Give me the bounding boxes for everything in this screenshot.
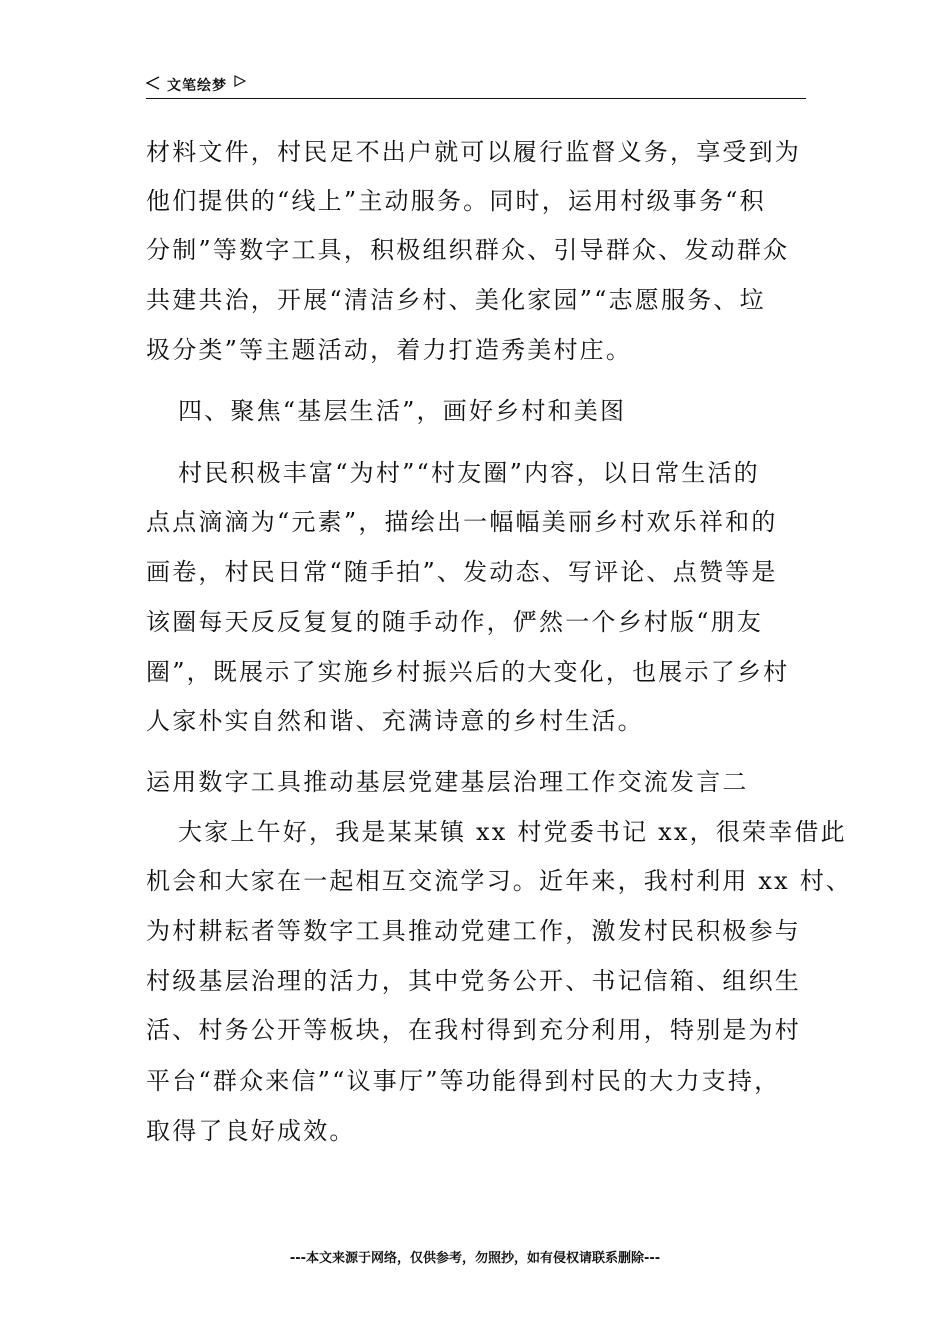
paragraph-line: 为村耕耘者等数字工具推动党建工作，激发村民积极参与 [146, 917, 801, 945]
paragraph-line: 机会和大家在一起相互交流学习。近年来，我村利用 xx 村、 [146, 867, 853, 895]
paragraph-line: 分制”等数字工具，积极组织群众、引导群众、发动群众 [146, 236, 790, 264]
header-title: 文笔绘梦 [167, 78, 227, 94]
paragraph-line: 该圈每天反反复复的随手动作，俨然一个乡村版“朋友 [146, 608, 764, 636]
paragraph-line: 材料文件，村民足不出户就可以履行监督义务，享受到为 [146, 138, 801, 166]
document-title: 运用数字工具推动基层党建基层治理工作交流发言二 [146, 768, 749, 796]
paragraph-line: 他们提供的“线上”主动服务。同时，运用村级事务“积 [146, 187, 766, 215]
paragraph-line: 圈”，既展示了实施乡村振兴后的大变化，也展示了乡村 [146, 658, 790, 686]
paragraph-line: 人家朴实自然和谐、充满诗意的乡村生活。 [146, 707, 644, 735]
paragraph-line: 点点滴滴为“元素”，描绘出一幅幅美丽乡村欢乐祥和的 [146, 508, 778, 536]
section-heading: 四、聚焦“基层生活”，画好乡村和美图 [178, 397, 627, 425]
left-triangle-icon [146, 76, 160, 90]
right-triangle-icon [234, 75, 246, 87]
paragraph-line: 活、村务公开等板块，在我村得到充分利用，特别是为村 [146, 1016, 801, 1044]
paragraph-line: 共建共治，开展“清洁乡村、美化家园”“志愿服务、垃 [146, 286, 766, 314]
paragraph-line: 圾分类”等主题活动，着力打造秀美村庄。 [146, 336, 633, 364]
page-header [146, 72, 806, 99]
paragraph-line: 画卷，村民日常“随手拍”、发动态、写评论、点赞等是 [146, 558, 778, 586]
paragraph-line: 村级基层治理的活力，其中党务公开、书记信箱、组织生 [146, 967, 801, 995]
footer-disclaimer: ---本文来源于网络，仅供参考，勿照抄，如有侵权请联系删除--- [289, 1251, 661, 1266]
paragraph-line: 平台“群众来信”“议事厅”等功能得到村民的大力支持， [146, 1067, 781, 1095]
paragraph-line: 大家上午好，我是某某镇 xx 村党委书记 xx，很荣幸借此 [178, 818, 847, 846]
paragraph-line: 取得了良好成效。 [146, 1117, 356, 1145]
paragraph-line: 村民积极丰富“为村”“村友圈”内容，以日常生活的 [178, 459, 760, 487]
